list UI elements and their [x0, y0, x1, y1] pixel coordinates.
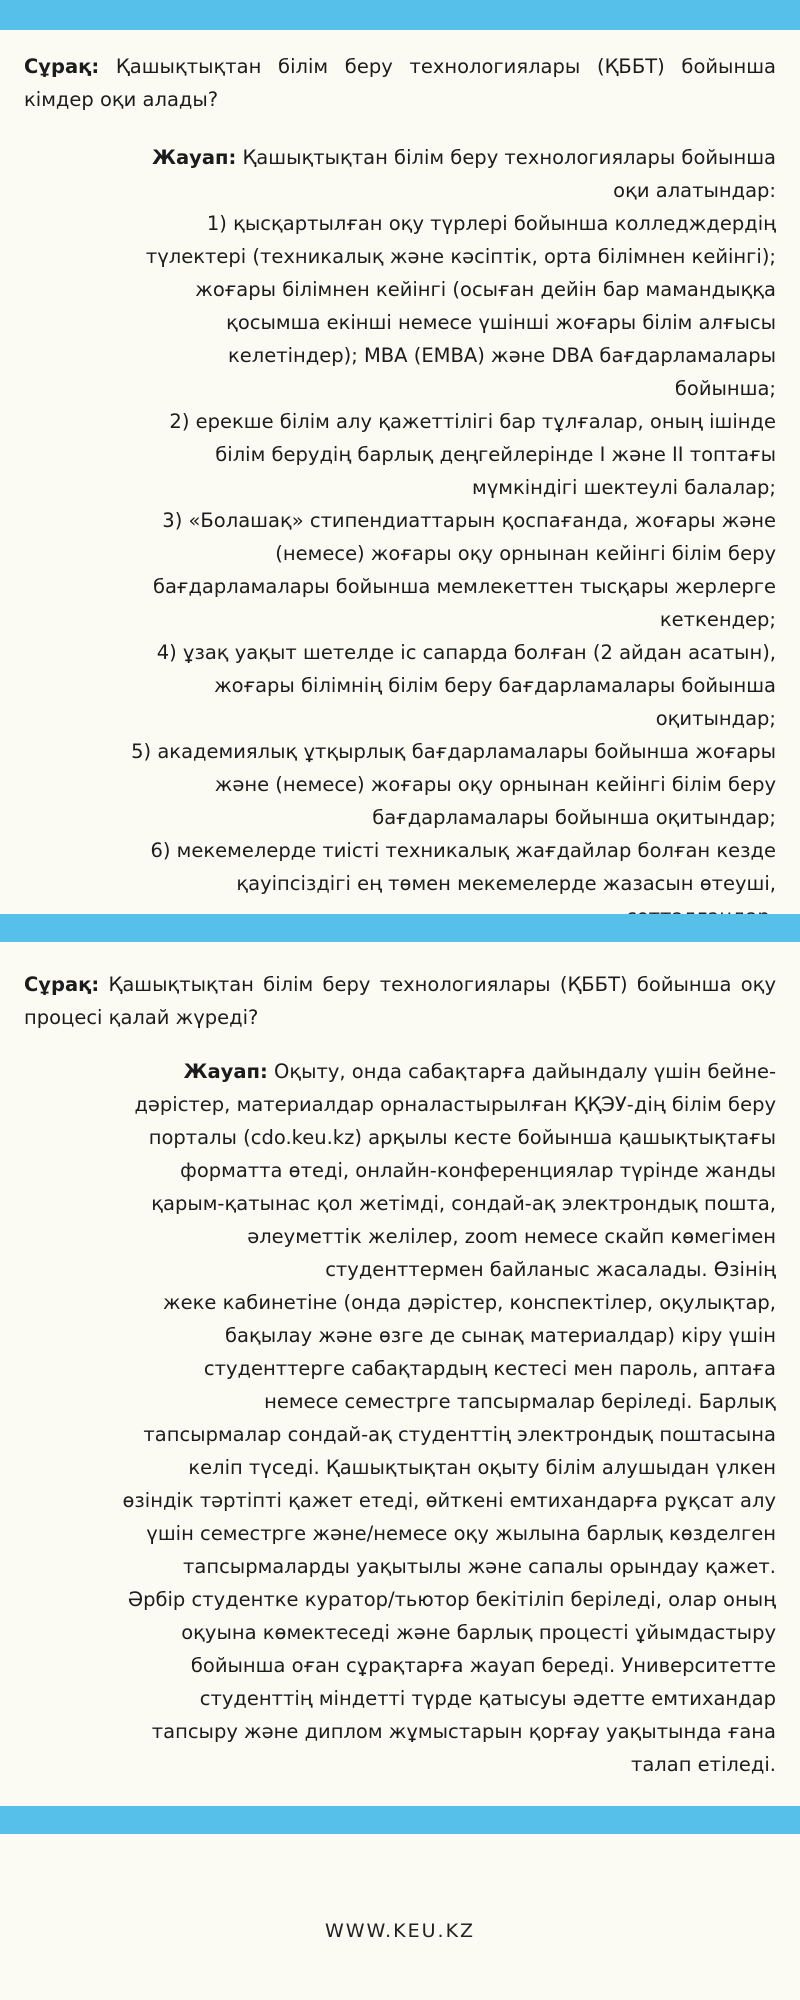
answer-line: немесе семестрге тапсырмалар беріледі. Барлық — [264, 1390, 776, 1413]
faq-answer-1 — [24, 141, 776, 933]
answer-line: тапсырмалар сондай-ақ студенттің электрондық поштасына — [143, 1423, 776, 1446]
answer-line: Жауап: Қашықтықтан білім беру технологиялары бойынша — [152, 146, 776, 169]
bottom-banner-stripe — [0, 1806, 800, 1834]
answer-line: әлеуметтік желілер, zoom немесе скайп көмегімен — [247, 1225, 776, 1248]
answer-line: тапсырмаларды уақытылы және сапалы орындау қажет. — [183, 1555, 776, 1578]
answer-line: студенттермен байланыс жасалады. Өзінің — [325, 1258, 776, 1281]
answer-line: Жауап: Оқыту, онда сабақтарға дайындалу үшін бейне- — [183, 1060, 776, 1083]
answer-line: білім берудің барлық деңгейлерінде I және II топтағы — [215, 443, 776, 466]
answer-line: оқуына көмектеседі және барлық процесті ұйымдастыру — [181, 1621, 776, 1644]
answer-line: бағдарламалары бойынша оқитындар; — [372, 806, 776, 829]
answer-line: кеткендер; — [659, 608, 776, 631]
answer-line: және (немесе) жоғары оқу орнынан кейінгі білім беру — [214, 773, 776, 796]
footer-website-link[interactable]: WWW.KEU.KZ — [324, 1920, 476, 1942]
answer-line: оқитындар; — [655, 707, 776, 730]
question-label: Сұрақ: — [24, 973, 100, 996]
answer-line: порталы (cdo.keu.kz) арқылы кесте бойынша қашықтықтағы — [148, 1126, 776, 1149]
answer-line: форматта өтеді, онлайн-конференциялар түрінде жанды — [180, 1159, 776, 1182]
answer-line: өзіндік тәртіпті қажет етеді, өйткені емтихандарға рұқсат алу — [122, 1489, 776, 1512]
answer-line: 2) ерекше білім алу қажеттілігі бар тұлғалар, оның ішінде — [169, 410, 776, 433]
faq-answer-2 — [24, 1055, 776, 1781]
question-text: Қашықтықтан білім беру технологиялары (ҚББТ) бойынша кімдер оқи алады? — [24, 55, 776, 111]
answer-line: келетіндер); MBA (EMBA) және DBA бағдарламалары — [227, 344, 776, 367]
faq-question-2 — [24, 968, 776, 1034]
answer-line: бақылау және өзге де сынақ материалдар) кіру үшін — [225, 1324, 776, 1347]
answer-label: Жауап: — [183, 1060, 268, 1083]
answer-line: талап етіледі. — [630, 1753, 776, 1776]
answer-line: бойынша оған сұрақтарға жауап береді. Университетте — [190, 1654, 776, 1677]
answer-line: қауіпсіздігі ең төмен мекемелерде жазасын өтеуші, — [236, 872, 776, 895]
answer-line: келіп түседі. Қашықтықтан оқыту білім алушыдан үлкен — [188, 1456, 776, 1479]
answer-line: дәрістер, материалдар орналастырылған ҚҚЭУ-дің білім беру — [134, 1093, 776, 1116]
top-banner-stripe — [0, 0, 800, 30]
answer-line: жоғары білімнің білім беру бағдарламалары бойынша — [214, 674, 776, 697]
answer-line: 6) мекемелерде тиісті техникалық жағдайлар болған кезде — [150, 839, 776, 862]
question-label: Сұрақ: — [24, 55, 100, 78]
answer-line: 3) «Болашақ» стипендиаттарын қоспағанда, жоғары және — [162, 509, 776, 532]
answer-line: Әрбір студентке куратор/тьютор бекітіліп беріледі, олар оның — [127, 1588, 776, 1611]
answer-line: оқи алатындар: — [613, 179, 776, 202]
answer-line: студенттің міндетті түрде қатысуы әдетте емтихандар — [199, 1687, 776, 1710]
answer-line: студенттерге сабақтардың кестесі мен пароль, аптаға — [203, 1357, 776, 1380]
answer-line: қосымша екінші немесе үшінші жоғары білім алғысы — [226, 311, 776, 334]
answer-line: мүмкіндігі шектеулі балалар; — [471, 476, 776, 499]
answer-line: жеке кабинетіне (онда дәрістер, конспектілер, оқулықтар, — [163, 1291, 776, 1314]
faq-question-1 — [24, 50, 776, 116]
answer-line: 4) ұзақ уақыт шетелде іс сапарда болған (2 айдан асатын), — [156, 641, 776, 664]
question-text: Қашықтықтан білім беру технологиялары (ҚББТ) бойынша оқу процесі қалай жүреді? — [24, 973, 776, 1029]
answer-line: бағдарламалары бойынша мемлекеттен тысқары жерлерге — [152, 575, 776, 598]
answer-line: қарым-қатынас қол жетімді, сондай-ақ электрондық пошта, — [151, 1192, 776, 1215]
answer-line: бойынша; — [674, 377, 776, 400]
answer-line: түлектері (техникалық және кәсіптік, орта білімнен кейінгі); — [145, 245, 776, 268]
answer-line: үшін семестрге және/немесе оқу жылына барлық көзделген — [146, 1522, 776, 1545]
answer-line: 1) қысқартылған оқу түрлері бойынша колледждердің — [206, 212, 776, 235]
answer-line: 5) академиялық ұтқырлық бағдарламалары бойынша жоғары — [131, 740, 776, 763]
answer-label: Жауап: — [152, 146, 237, 169]
answer-line: жоғары білімнен кейінгі (осыған дейін бар мамандыққа — [195, 278, 776, 301]
answer-line: (немесе) жоғары оқу орнынан кейінгі білім беру — [275, 542, 776, 565]
section-divider-stripe — [0, 914, 800, 942]
answer-line: тапсыру және диплом жұмыстарын қорғау уақытында ғана — [151, 1720, 776, 1743]
